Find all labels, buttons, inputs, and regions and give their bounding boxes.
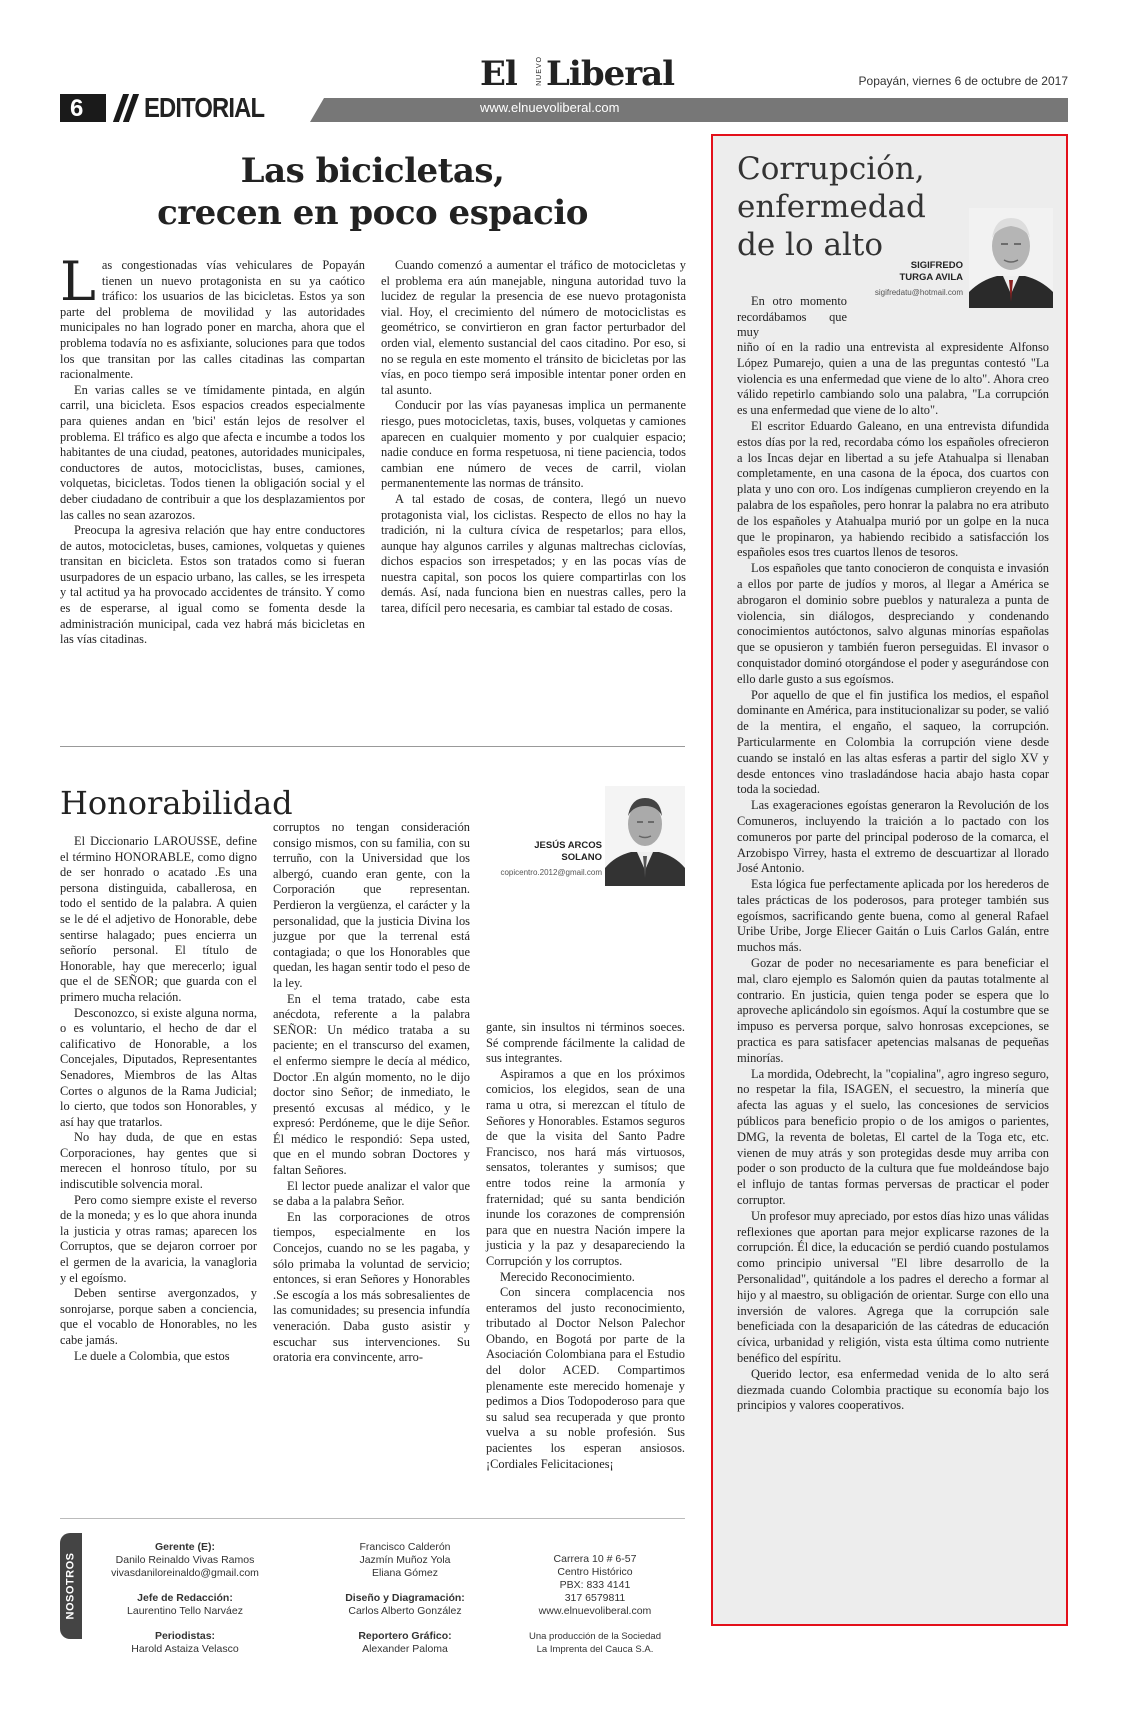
contact-column <box>515 1553 675 1656</box>
website-url[interactable]: www.elnuevoliberal.com <box>480 100 620 115</box>
paragraph: La mordida, Odebrecht, la "copialina", agro ingreso seguro, no respetar la fila, ISAGEN, el secuestro, la minería que afecta las aguas y el suelo, las concesiones de servicios públicos para beneficio propio o de los amigos o parientes, DMG, la reventa de boletas, El cartel de la Toga etc, etc. vienen de muy atrás y son protegidas desde muy arriba con poder o son producto de la cultura que fue moldeándose bajo el influjo de tantas formas perversas de practicar el poder corruptor. <box>737 1066 1049 1208</box>
paragraph: Cuando comenzó a aumentar el tráfico de motocicletas y el problema era aún manejable, ninguna autoridad tuvo la lucidez de regular la presencia de ese nuevo protagonista vial. Hoy, el crecimiento del número de motociclistas es geométrico, se convirtieron en gran factor perturbador del orden vial, elemento sustancial del caos citadino. Por eso, si no se regula en este momento el tránsito de bicicletas por las vías, en poco tiempo será imposible intentar poner orden en tal asunto. <box>381 258 686 397</box>
paragraph: Conducir por las vías payanesas implica un permanente riesgo, pues motocicletas, taxis, buses, volquetas y camiones aparecen en cualquier momento y por cualquier espacio; nadie conduce en forma respetuosa, ni tiene paciencia, todos cambian ene número de veces de carril, violan permanentemente las normas de tránsito. <box>381 398 686 491</box>
paragraph: corruptos no tengan consideración consigo mismos, con su familia, con su terruño, con la Universidad que los albergó, cuando eran gente, con la Corporación que representan. Perdieron la vergüenza, el carácter y la personalidad, que la justicia Divina los juzgue por que la terrenal está contagiada; o que los Honorables que quedan, les hagan sentir todo el peso de la ley. <box>273 820 470 990</box>
paragraph: Deben sentirse avergonzados, y sonrojarse, porque saben a conciencia, que el vocablo de Honorables, no les cabe jamás. <box>60 1286 257 1347</box>
author-photo <box>605 786 685 886</box>
author-name-1: JESÚS ARCOS <box>534 840 602 851</box>
phone-line: PBX: 833 4141 <box>559 1579 631 1591</box>
paragraph: Pero como siempre existe el reverso de la moneda; y es lo que ahora inunda la justicia y otras ramas; aparecen los Corruptos, que se dejaron corroer por el germen de la avaricia, la vanagloria y el egoísmo. <box>60 1192 257 1285</box>
paragraph: En las corporaciones de otros tiempos, especialmente en los Concejos, cuando no se les pagaba, y sólo primaba la voluntad de servicio; entonces, si eran Señores y Honorables .Se escogía a los más sobresalientes de las comunidades; su presencia infundía veneración. Daba gusto asistir y escuchar sus intervenciones. Su oratoria era convincente, arro- <box>273 1209 470 1365</box>
nosotros-tab <box>60 1533 82 1639</box>
author-email: copicentro.2012@gmail.com <box>500 868 602 877</box>
paragraph: Esta lógica fue perfectamente aplicada por los herederos de tales prácticas de los poderosos, para proteger también sus egoísmos, sacrificando gente buena, como al general Rafael Uribe Uribe, Jorge Eliecer Gaitán o Luis Carlos Galán, entre muchos más. <box>737 877 1049 955</box>
issue-date: Popayán, viernes 6 de octubre de 2017 <box>858 74 1068 88</box>
section-divider <box>60 746 685 747</box>
staff-name: Harold Astaiza Velasco <box>131 1643 239 1655</box>
staff-name: Jazmín Muñoz Yola <box>359 1554 451 1566</box>
role-label: Periodistas: <box>154 1630 216 1642</box>
paragraph: En varias calles se ve tímidamente pintada, en algún carril, una bicicleta. Esos espacios creados especialmente para quienes andan en 'bici' están lejos de resolver el problema. El tráfico es algo que afecta e incumbe a todos los habitantes de una ciudad, peatones, autoridades municipales, conductores de autos, motociclistas, buses, camiones, volquetas, bicicletas. Todos tienen la obligación social y el deber ciudadano de contribuir a que los desplazamientos por las calles no sean azarozos. <box>60 382 365 522</box>
staff-column-2 <box>310 1541 500 1656</box>
corrupcion-intro <box>737 294 847 341</box>
nosotros-label: NOSOTROS <box>64 1552 77 1620</box>
staff-box <box>60 1519 685 1655</box>
honorabilidad-headline: Honorabilidad <box>60 784 293 822</box>
author-email: sigifredatu@hotmail.com <box>874 288 963 297</box>
paragraph: Querido lector, esa enfermedad venida de lo alto será diezmada cuando Colombia practique su economía bajo los principios y valores cooperativos. <box>737 1366 1049 1413</box>
paragraph: No hay duda, de que en estas Corporaciones, hay gentes que si merecen el honroso título, por su indiscutible solvencia moral. <box>60 1130 257 1192</box>
staff-name: Carlos Alberto González <box>348 1605 462 1617</box>
paragraph: Preocupa la agresiva relación que hay entre conductores de autos, motocicletas, buses, camiones, volquetas y quienes transitan en bicicleta. Estos son tratados como si fueran usurpadores de un espacio urbano, las calles, se les irrespeta y tal actitud ya ha provocado accidentes de tránsito. Y como es de esperarse, al igual como se fomenta desde la administración municipal, cada vez habrá más bicicletas en las vías citadinas. <box>60 523 365 647</box>
staff-name: Laurentino Tello Narváez <box>127 1605 243 1617</box>
corrupcion-body <box>737 340 1049 1414</box>
byline <box>498 840 602 877</box>
paragraph: El lector puede analizar el valor que se daba a la palabra Señor. <box>273 1178 470 1209</box>
paragraph: El escritor Eduardo Galeano, en una entrevista difundida estos días por la red, recordaba cómo los españoles ofrecieron a los Incas dejar en libertad a su jefe Atahualpa si llenaban completamente, en una casona de la época, dos cuartos con plata y uno con oro. Los indígenas cumplieron creyendo en la palabra de los españoles, pero honrar la palabra no era atributo de los españoles y Atahualpa murió por un golpe en la nuca que le propinaron, ya habiendo recibido a satisfacción los españoles esos tres cuartos llenos de tesoros. <box>737 418 1049 560</box>
author-photo <box>969 208 1053 308</box>
paragraph: Le duele a Colombia, que estos <box>74 1348 230 1363</box>
website-link[interactable]: www.elnuevoliberal.com <box>538 1605 652 1617</box>
paragraph: gante, sin insultos ni términos soeces. Sé comprende fácilmente la calidad de sus integrantes. <box>486 1020 685 1066</box>
paragraph: Aspiramos a que en los próximos comicios, los elegidos, sean de una rama u otra, si merezcan el título de Señores y Honorables. Estamos seguros de que la visita del Santo Padre Francisco, nos hará más virtuosos, sensatos, tolerantes y sumisos; que entre todos reine la armonía y fraternidad; qué su santa bendición inunde los corazones de comprensión para que en nuestra Nación impere la justicia y la paz y desapareciendo la Corrupción y los corruptos. <box>486 1066 685 1268</box>
paragraph: Un profesor muy apreciado, por estos días hizo unas válidas reflexiones que aportan para mejor explicarse razones de la corrupción. Él dice, la educación se perdió cuando postulamos como principio universal "El libre desarrollo de la Personalidad", quitándole a los padres el derecho a formar al hijo y al maestro, su obligación de orientar. Surge con ello una inversión de valores. Agrega que la corrupción sale beneficiada con la desaparición de las cátedras de educación cívica, urbanidad y religión, vista esta última como nutriente benéfico del espíritu. <box>737 1208 1049 1365</box>
logo-liberal: Liberal <box>546 54 675 94</box>
address-line: Carrera 10 # 6-57 <box>553 1553 637 1565</box>
address-line: Centro Histórico <box>557 1566 633 1578</box>
headline-line-1: Corrupción, <box>737 151 925 187</box>
logo-nuevo: NUEVO <box>536 56 543 86</box>
honorabilidad-column-3 <box>486 1020 685 1472</box>
paragraph: Las exageraciones egoístas generaron la Revolución de los Comuneros, incluyendo la traición a lo pactado con los comuneros por parte del principal poderoso de la comarca, el Arzobispo Virrey, hasta el extremo de descuartizar al llorado José Antonio. <box>737 798 1049 876</box>
paragraph: El Diccionario LAROUSSE, define el término HONORABLE, como digno de ser honrado o acatado .Es una persona distinguida, caballerosa, en todo el sentido de la palabra. A quien se le dé el adjetivo de Honorable, debe sentirse halagado; pues encierra un señorío personal. El título de Honorable, hay que merecerlo; igual que el de SEÑOR; que guarda con el primero mucha relación. <box>60 834 257 1004</box>
masthead <box>60 52 1068 122</box>
honorabilidad-column-2 <box>273 820 470 1366</box>
honorabilidad-column-1 <box>60 834 257 1364</box>
role-label: Diseño y Diagramación: <box>345 1592 465 1604</box>
drop-cap: L <box>60 250 96 313</box>
staff-name: Eliana Gómez <box>372 1567 438 1579</box>
phone-line: 317 6579811 <box>564 1592 626 1604</box>
author-name-1: SIGIFREDO <box>910 260 963 271</box>
section-bar <box>60 94 1068 122</box>
paragraph: Con sincera complacencia nos enteramos del justo reconocimiento, tributado al Doctor Nelson Palechor Obando, en Bogotá por parte de la Asociación Colombiana para el Estudio del dolor ACED. Compartimos plenamente este merecido homenaje y pedimos a Dios Todopoderoso para que su salud sea recuperada y que pronto vuelva a su noble profesión. Sus pacientes los esperan ansiosos. ¡Cordiales Felicitaciones¡ <box>486 1285 685 1471</box>
paragraph: En el tema tratado, cabe esta anécdota, referente a la palabra SEÑOR: Un médico trataba a su paciente; en el transcurso del examen, el enfermo siempre le decía al médico, Doctor .En algún momento, no le dijo doctor sino Señor; de inmediato, le presentó excusas al médico, y le expresó: Perdóneme, que le dije Señor. Él médico le respondió: Sepa usted, que en el mundo sobran Doctores y faltan Señores. <box>273 991 470 1178</box>
editorial-column-2 <box>381 258 686 617</box>
headline-line-2: crecen en poco espacio <box>157 193 588 233</box>
corrupcion-headline <box>737 150 926 264</box>
author-name-2: SOLANO <box>561 852 602 863</box>
paragraph: Las congestionadas vías vehiculares de Popayán tienen un nuevo protagonista en su ya caótico tráfico: los usuarios de las bicicletas. Estos ya son parte del problema de movilidad y las autoridades municipales no han logrado poner en marcha, ahora que el problema todavía no es asfixiante, soluciones para que todos los que transitan por las calles citadinas las compartan racionalmente. <box>60 250 365 382</box>
author-name-2: TURGA AVILA <box>899 272 963 283</box>
editorial-column-1 <box>60 250 365 648</box>
paragraph: Los españoles que tanto conocieron de conquista e invasión a ellos por parte de judíos y moros, al llegar a América se abrogaron el dominio sobre pueblos y naturaleza a punta de violencia, sin diálogos, despreciando y condenando conocimientos autóctonos, salvo algunas minorías españolas que se opusieron y también fueron perseguidas. El invasor o conquistador dominó otorgándose el poder y asegurándose con ello darle gusto a sus egoísmos. <box>737 561 1049 686</box>
staff-email[interactable]: vivasdaniloreinaldo@gmail.com <box>111 1567 259 1579</box>
staff-name: Danilo Reinaldo Vivas Ramos <box>115 1554 255 1566</box>
paragraph: Gozar de poder no necesariamente es para beneficiar el mal, claro ejemplo es Salomón quien da pautas totalmente al contrario. En justicia, quien tenga poder se espera que lo aproveche aplicándolo sin egoísmos. Aquí la costumbre que se impuso es perversa porque, salvo honrosas excepciones, se practica es para satisfacer apetencias malsanas de pequeñas minorías. <box>737 956 1049 1065</box>
role-label: Reportero Gráfico: <box>358 1630 452 1642</box>
section-title: EDITORIAL <box>144 92 265 123</box>
paragraph: Merecido Reconocimiento. <box>500 1269 635 1284</box>
publisher-line: La Imprenta del Cauca S.A. <box>536 1644 654 1655</box>
staff-name: Alexander Paloma <box>362 1643 448 1655</box>
staff-column-1 <box>90 1541 280 1656</box>
page-number: 6 <box>70 95 84 122</box>
headline-line-2: enfermedad <box>737 189 926 225</box>
role-label: Gerente (E): <box>154 1541 216 1553</box>
role-label: Jefe de Redacción: <box>137 1592 233 1604</box>
logo-el: El <box>480 54 517 94</box>
byline <box>863 260 963 297</box>
paragraph: niño oí en la radio una entrevista al expresidente Alfonso López Pumarejo, quien a una de las preguntas contestó "La violencia es una enfermedad que viene de lo alto". Ahora creo válido repetirlo cambiando solo una palabra, "La corrupción es una enfermedad que viene de lo alto". <box>737 340 1049 418</box>
headline-line-3: de lo alto <box>737 227 883 263</box>
paragraph: En otro momento recordábamos que muy <box>737 294 847 340</box>
paragraph: Por aquello de que el fin justifica los medios, el español dominante en América, para institucionalizar su poder, se valió de la mentira, el engaño, el saqueo, la corrupción. Particularmente en Colombia la corrupción viene desde cuando se instaló en las altas esferas a partir del siglo XV y desde entonces vino trasladándose hacia abajo hasta copar toda la sociedad. <box>737 687 1049 797</box>
paragraph: A tal estado de cosas, de contera, llegó un nuevo protagonista vial, los ciclistas. Respecto de ellos no hay la tradición, ni la cultura cívica de respetarlos; para ellos, aunque hay algunos carriles y algunas maltrechas ciclovías, dichos espacios son irrespetados; y en las pocas vías de nuestra capital, son pocos los quiere compartirlas con los demás. Así, nada funciona bien en nuestras calles, pero la tarea, difícil pero necesaria, es cambiar tal estado de cosas. <box>381 491 686 616</box>
newspaper-logo <box>480 52 700 96</box>
staff-name: Francisco Calderón <box>359 1541 451 1553</box>
headline-line-1: Las bicicletas, <box>240 151 505 191</box>
editorial-headline <box>60 150 685 234</box>
column-corrupcion <box>711 134 1068 1626</box>
publisher-line: Una producción de la Sociedad <box>528 1631 662 1642</box>
url-band <box>324 98 1068 122</box>
paragraph: Desconozco, si existe alguna norma, o es voluntario, el hecho de dar el calificativo de Honorable, a los Concejales, Diputados, Representantes Senadores, Miembros de las Altas Cortes o algunos de la Rama Judicial; lo cierto, que todos son Honorables, y así hay que tratarlos. <box>60 1005 257 1129</box>
